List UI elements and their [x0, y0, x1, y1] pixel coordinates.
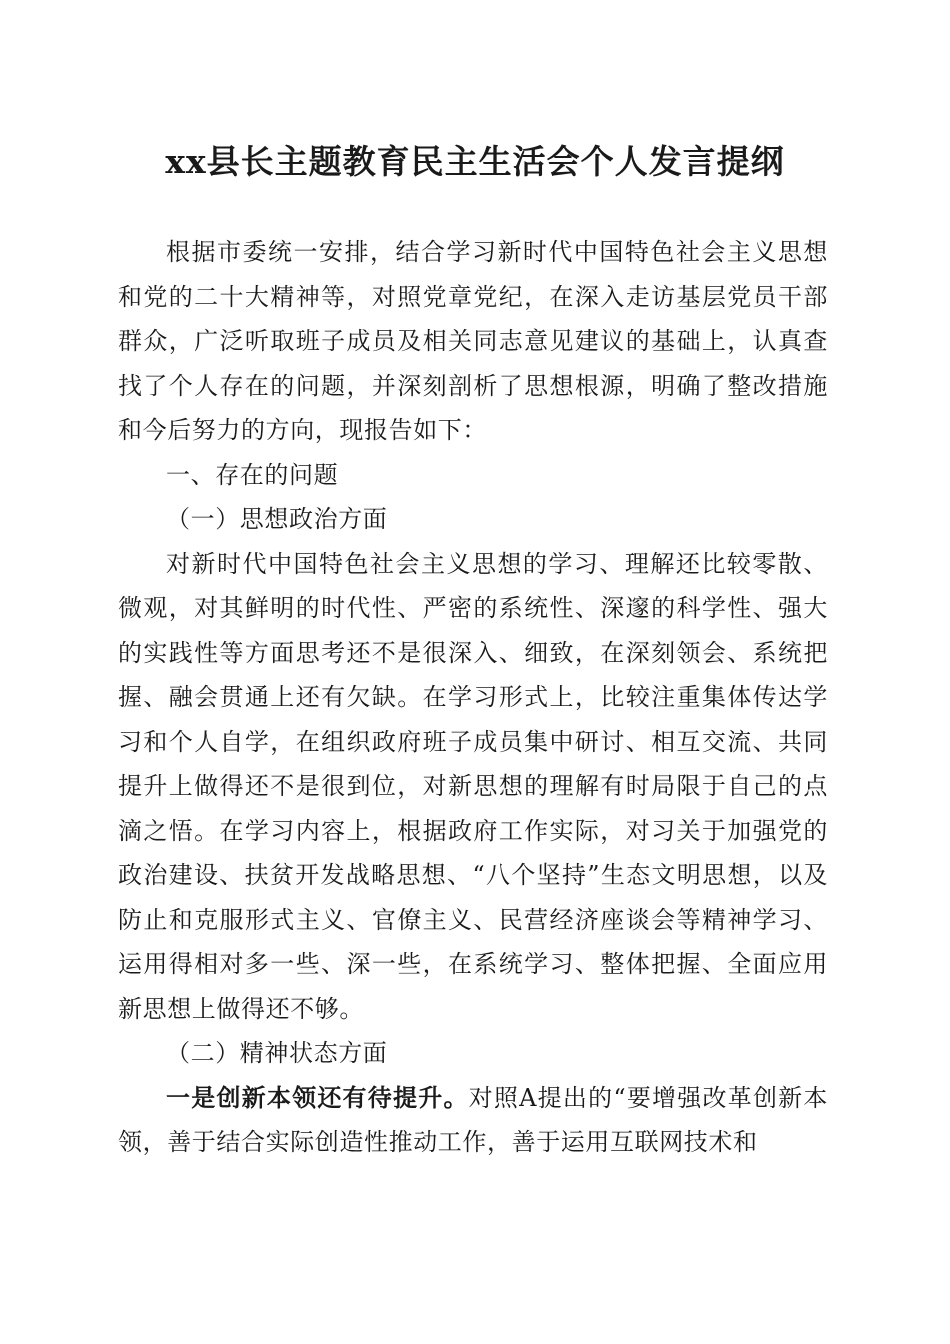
- political-paragraph: 对新时代中国特色社会主义思想的学习、理解还比较零散、微观，对其鲜明的时代性、严密的系统性、深邃的科学性、强大的实践性等方面思考还不是很深入、细致，在深刻领会、系统把握、融会贯通上还有欠缺。在学习形式上，比较注重集体传达学习和个人自学，在组织政府班子成员集中研讨、相互交流、共同提升上做得还不是很到位，对新思想的理解有时局限于自己的点滴之悟。在学习内容上，根据政府工作实际，对习关于加强党的政治建设、扶贫开发战略思想、“八个坚持”生态文明思想，以及防止和克服形式主义、官僚主义、民营经济座谈会等精神学习、运用得相对多一些、深一些，在系统学习、整体把握、全面应用新思想上做得还不够。: [118, 549, 828, 1023]
- spirit-lead-sentence: 一是创新本领还有待提升。: [166, 1082, 469, 1112]
- section-heading-problems: 一、存在的问题: [166, 460, 339, 489]
- intro-paragraph: 根据市委统一安排，结合学习新时代中国特色社会主义思想和党的二十大精神等，对照党章党纪，在深入走访基层党员干部群众，广泛听取班子成员及相关同志意见建议的基础上，认真查找了个人存在的问题，并深刻剖析了思想根源，明确了整改措施和今后努力的方向，现报告如下：: [118, 238, 828, 444]
- subsection-heading-spirit: （二）精神状态方面: [166, 1039, 388, 1067]
- document-body: [118, 230, 828, 1165]
- subsection-heading-political: （一）思想政治方面: [166, 505, 388, 533]
- spirit-paragraph: [118, 1076, 828, 1165]
- document-title: xx县长主题教育民主生活会个人发言提纲: [165, 142, 785, 181]
- spirit-paragraph-text: 对照A提出的“要增强改革创新本领，善于结合实际创造性推动工作，善于运用互联网技术和: [118, 1083, 828, 1156]
